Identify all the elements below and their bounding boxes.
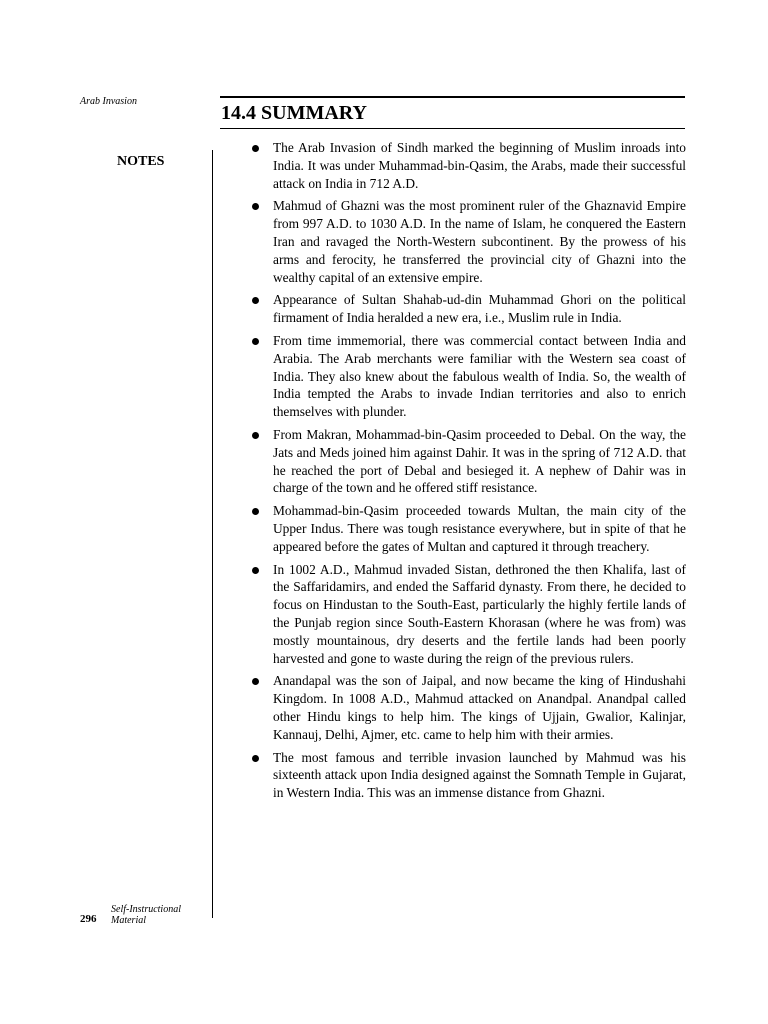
top-rule (220, 96, 685, 98)
bullet-icon (252, 678, 259, 685)
title-rule (220, 128, 685, 129)
margin-rule (212, 150, 213, 918)
list-item (252, 672, 686, 743)
summary-list (252, 139, 686, 807)
bullet-icon (252, 567, 259, 574)
list-item (252, 139, 686, 192)
list-item-text: In 1002 A.D., Mahmud invaded Sistan, dethroned the then Khalifa, last of the Saffaridamirs, and ended the Saffarid dynasty. From there, he decided to focus on Hindustan to the South-East, particularly the highly fertile lands of the Punjab region since South-Eastern Khorasan (where he was from) was mostly mountainous, dry deserts and the fertile lands had been poorly harvested and gone to waste during the reign of the previous rulers. (273, 561, 686, 666)
list-item-text: Appearance of Sultan Shahab-ud-din Muhammad Ghori on the political firmament of India heralded a new era, i.e., Muslim rule in India. (273, 292, 686, 326)
list-item-text: The most famous and terrible invasion launched by Mahmud was his sixteenth attack upon India designed against the Somnath Temple in Gujarat, in Western India. This was an immense distance from Ghazni. (273, 749, 686, 801)
bullet-icon (252, 508, 259, 515)
bullet-icon (252, 203, 259, 210)
list-item-text: Anandapal was the son of Jaipal, and now became the king of Hindushahi Kingdom. In 1008 A.D., Mahmud attacked on Anandpal. Anandpal called other Hindu kings to help him. The kings of Ujjain, Gwalior, Kalinjar, Kannauj, Delhi, Ajmer, etc. came to help him with their armies. (273, 673, 686, 742)
list-item-text: From Makran, Mohammad-bin-Qasim proceeded to Debal. On the way, the Jats and Meds joined him against Dahir. It was in the spring of 712 A.D. that he reached the port of Debal and besieged it. A nephew of Dahir was in charge of the town and he offered stiff resistance. (273, 426, 686, 496)
notes-label: NOTES (117, 154, 165, 169)
bullet-icon (252, 432, 259, 439)
list-item-text: From time immemorial, there was commercial contact between India and Arabia. The Arab merchants were familiar with the Western sea coast of India. They also knew about the fabulous wealth of India. So, the wealth of India tempted the Arabs to invade Indian territories and also to enrich themselves with plunder. (273, 332, 686, 420)
list-item (252, 291, 686, 327)
bullet-icon (252, 145, 259, 152)
list-item (252, 561, 686, 668)
list-item (252, 332, 686, 421)
list-item-text: Mahmud of Ghazni was the most prominent ruler of the Ghaznavid Empire from 997 A.D. to 1030 A.D. In the name of Islam, he conquered the Eastern Iran and ravaged the North-Western subcontinent. By the prowess of his arms and ferocity, he transferred the provincial city of Ghazni into the wealthy capital of an extensive empire. (273, 198, 686, 285)
bullet-icon (252, 338, 259, 345)
page-number: 296 (80, 913, 97, 925)
list-item (252, 426, 686, 497)
running-head: Arab Invasion (80, 96, 137, 107)
list-item-text: The Arab Invasion of Sindh marked the beginning of Muslim inroads into India. It was under Muhammad-bin-Qasim, the Arabs, made their successful attack on India in 712 A.D. (273, 140, 686, 191)
bullet-icon (252, 297, 259, 304)
footer-label-line: Self-Instructional (111, 904, 181, 915)
list-item (252, 749, 686, 802)
footer-label (111, 904, 201, 926)
section-title: 14.4 SUMMARY (221, 102, 367, 124)
footer-label-line: Material (111, 915, 146, 926)
bullet-icon (252, 755, 259, 762)
list-item (252, 502, 686, 555)
list-item (252, 197, 686, 286)
list-item-text: Mohammad-bin-Qasim proceeded towards Multan, the main city of the Upper Indus. There was tough resistance everywhere, but in spite of that he appeared before the gates of Multan and captured it through treachery. (273, 503, 686, 554)
